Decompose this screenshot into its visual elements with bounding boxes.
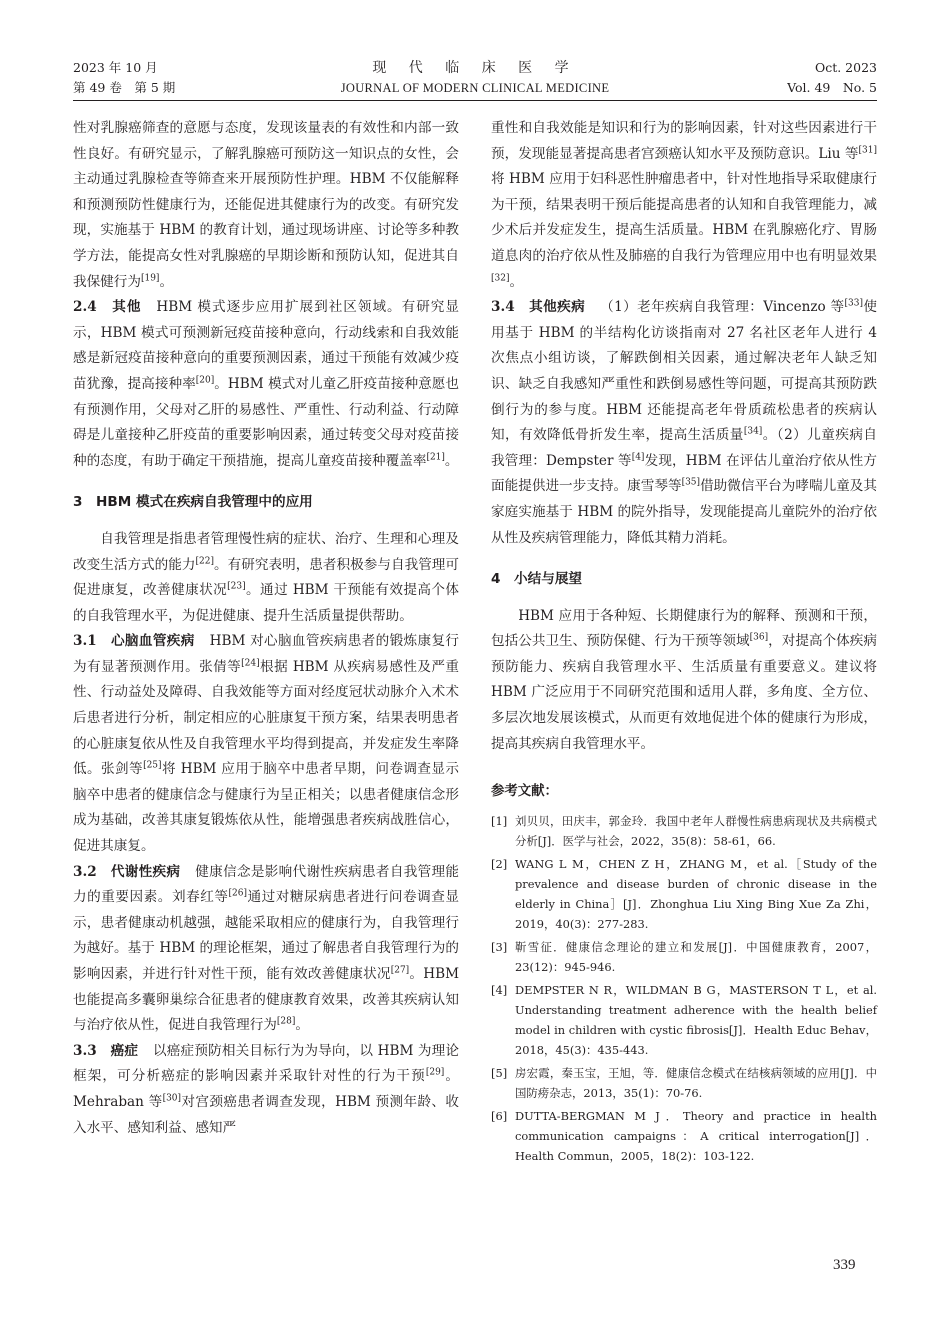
page-number: 339 — [833, 1257, 856, 1273]
citation: [30] — [162, 1093, 182, 1104]
reference-text: DUTTA-BERGMAN M J．Theory and practice in health communication campaigns：A critical interrogation[J]．Health Commun，2005，18(2)：103-122. — [515, 1108, 877, 1163]
subsection-heading: 2.4 其他 — [73, 299, 142, 316]
paragraph: 自我管理是指患者管理慢性病的症状、治疗、生理和心理及改变生活方式的能力[22]。有研究表明，患者积极参与自我管理可促进康复，改善健康状况[23]。通过 HBM 干预能有效提高个体的自我管理水平，为促进健康、提升生活质量提供帮助。 — [73, 530, 460, 624]
subsection-3-1: 3.1 心脑血管疾病 HBM 对心脑血管疾病患者的锻炼康复行为有显著预测作用。张倩等[24]根据 HBM 从疾病易感性及严重性、行动益处及障碍、自我效能等方面对经度冠状动脉介入术术后患者进行分析，制定相应的心脏康复干预方案，结果表明患者的心脏康复依从性及自我管理水平均得到提高，并发症发生率降低。张剑等[25]将 HBM 应用于脑卒中患者早期，问卷调查显示脑卒中患者的健康信念与健康行为呈正相关；以患者健康信念形成为基础，改善其康复锻炼依从性，能增强患者疾病战胜信心，促进其康复。 — [73, 633, 460, 855]
paragraph: 性对乳腺癌筛查的意愿与态度，发现该量表的有效性和内部一致性良好。有研究显示，了解乳腺癌可预防这一知识点的女性，会主动通过乳腺检查等筛查来开展预防性护理。HBM 不仅能解释和预测预防性健康行为，还能促进其健康行为的改变。有研究发现，实施基于 HBM 的教育计划，通过现场讲座、讨论等多种教学方法，能提高女性对乳腺癌的早期诊断和预防认知，促进其自我保健行为[19]。 — [73, 120, 459, 290]
subsection-3-3: 3.3 癌症 以癌症预防相关目标行为为导向，以 HBM 为理论框架，可分析癌症的影响因素并采取针对性的行为干预[29]。Mehraban 等[30]对宫颈癌患者调查发现，HBM 预测年龄、收入水平、感知利益、感知严 — [73, 1042, 460, 1136]
subsection-heading: 3.2 代谢性疾病 — [73, 863, 181, 880]
subsection-heading: 3.3 癌症 — [73, 1042, 139, 1059]
reference-number: [1] — [491, 813, 508, 828]
header-date-en: Oct. 2023 — [814, 60, 877, 75]
header-rule — [73, 100, 877, 101]
subsection-3-2: 3.2 代谢性疾病 健康信念是影响代谢性疾病患者自我管理能力的重要因素。刘春红等[26]通过对糖尿病患者进行问卷调查显示，患者健康动机越强，越能采取相应的健康行为，自我管理行为越好。基于 HBM 的理论框架，通过了解患者自我管理行为的影响因素，并进行针对性干预，能有效改善健康状况[27]。HBM 也能提高多囊卵巢综合征患者的健康教育效果，改善其疾病认知与治疗依从性，促进自我管理行为[28]。 — [73, 863, 460, 1034]
citation: [21] — [426, 452, 445, 463]
reference-item — [491, 854, 877, 934]
citation: [31] — [858, 145, 877, 156]
citation: [26] — [228, 888, 247, 899]
reference-number: [3] — [491, 939, 508, 954]
reference-item — [491, 811, 877, 851]
references-heading: 参考文献： — [491, 784, 558, 800]
citation: [32] — [491, 273, 510, 284]
citation: [36] — [749, 632, 769, 643]
citation: [35] — [681, 477, 701, 488]
paragraph: HBM 应用于各种短、长期健康行为的解释、预测和干预，包括公共卫生、预防保健、行为干预等领域[36]，对提高个体疾病预防能力、疾病自我管理水平、生活质量有重要意义。建议将 HBM 广泛应用于不同研究范围和适用人群，多角度、全方位、多层次地发展该模式，从而更有效地促进个体的健康行为形成，提高其疾病自我管理水平。 — [491, 607, 878, 752]
section-heading-3: 3 HBM 模式在疾病自我管理中的应用 — [73, 494, 313, 511]
subsection-heading: 3.4 其他疾病 — [491, 299, 586, 316]
right-column — [491, 116, 877, 1169]
reference-number: [6] — [491, 1108, 508, 1123]
header-volume-cn: 第 49 卷 第 5 期 — [73, 80, 176, 95]
reference-text: DEMPSTER N R，WILDMAN B G，MASTERSON T L，et al. Understanding treatment adherence with the health belief model in children with cystic fibrosis[J]．Health Educ Behav，2018，45(3)：435-443. — [515, 982, 877, 1057]
citation: [28] — [276, 1016, 296, 1027]
subsection-heading: 3.1 心脑血管疾病 — [73, 633, 195, 650]
journal-title-cn: 现 代 临 床 医 学 — [372, 60, 578, 76]
reference-text: 刘贝贝，田庆丰，郭金玲．我国中老年人群慢性病患病现状及共病模式分析[J]．医学与社会，2022，35(8)：58-61，66. — [515, 813, 877, 848]
journal-title-en: JOURNAL OF MODERN CLINICAL MEDICINE — [340, 81, 610, 95]
citation: [19] — [140, 273, 160, 284]
citation: [24] — [241, 658, 260, 669]
reference-number: [4] — [491, 982, 508, 997]
reference-number: [5] — [491, 1065, 508, 1080]
header-volume-en: Vol. 49 No. 5 — [787, 80, 877, 95]
header-date-cn: 2023 年 10 月 — [73, 60, 158, 75]
reference-item — [491, 1106, 877, 1166]
header-issue-en — [787, 58, 877, 98]
citation: [33] — [844, 298, 863, 309]
reference-number: [2] — [491, 856, 508, 871]
left-column — [73, 116, 459, 1141]
citation: [4] — [631, 452, 645, 463]
citation: [22] — [195, 555, 214, 566]
paragraph: 重性和自我效能是知识和行为的影响因素，针对这些因素进行干预，发现能显著提高患者宫颈癌认知水平及预防意识。Liu 等[31]将 HBM 应用于妇科恶性肿瘤患者中，针对性地指导采取健康行为干预，结果表明干预后能提高患者的认知和自我管理能力，减少术后并发症发生，提高生活质量。HBM 在乳腺癌化疗、胃肠道息肉的治疗依从性及肺癌的自我行为管理应用中也有明显效果[32]。 — [491, 120, 877, 290]
citation: [25] — [143, 760, 162, 771]
reference-list — [491, 811, 877, 1166]
citation: [34] — [743, 426, 763, 437]
reference-text: 靳雪征．健康信念理论的建立和发展[J]．中国健康教育，2007，23(12)：945-946. — [515, 939, 877, 974]
citation: [27] — [390, 965, 410, 976]
citation: [29] — [425, 1067, 445, 1078]
citation: [20] — [195, 375, 215, 386]
reference-item — [491, 1063, 877, 1103]
section-heading-4: 4 小结与展望 — [491, 571, 583, 588]
subsection-3-4: 3.4 其他疾病 （1）老年疾病自我管理：Vincenzo 等[33]使用基于 HBM 的半结构化访谈指南对 27 名社区老年人进行 4 次焦点小组访谈，了解跌倒相关因素，通过解决老年人缺乏知识、缺乏自我感知严重性和跌倒易感性等问题，可提高其预防跌倒行为的参与度。HBM 还能提高老年骨质疏松患者的疾病认知，有效降低骨折发生率，提高生活质量[34]。（2）儿童疾病自我管理：Dempster 等[4]发现，HBM 在评估儿童治疗依从性方面能提供进一步支持。康雪琴等[35]借助微信平台为哮喘儿童及其家庭实施基于 HBM 的院外指导，发现能提高儿童院外的治疗依从性及疾病管理能力，降低其精力消耗。 — [491, 298, 877, 546]
reference-item — [491, 937, 877, 977]
reference-item — [491, 980, 877, 1060]
citation: [23] — [227, 581, 246, 592]
reference-text: WANG L M，CHEN Z H，ZHANG M，et al.［Study of the prevalence and disease burden of chronic disease in the elderly in China］[J]．Zhonghua Liu Xing Bing Xue Za Zhi，2019，40(3)：277-283. — [515, 856, 877, 931]
reference-text: 房宏霞，秦玉宝，王旭，等．健康信念模式在结核病领域的应用[J]．中国防痨杂志，2013，35(1)：70-76. — [515, 1065, 877, 1100]
subsection-2-4: 2.4 其他 HBM 模式逐步应用扩展到社区领域。有研究显示，HBM 模式可预测新冠疫苗接种意向，行动线索和自我效能感是新冠疫苗接种意向的重要预测因素，通过干预能有效减少疫苗犹豫，提高接种率[20]。HBM 模式对儿童乙肝疫苗接种意愿也有预测作用，父母对乙肝的易感性、严重性、行动利益、行动障碍是儿童接种乙肝疫苗的重要影响因素，通过转变父母对疫苗接种的态度，有助于确定干预措施，提高儿童疫苗接种覆盖率[21]。 — [73, 299, 459, 469]
